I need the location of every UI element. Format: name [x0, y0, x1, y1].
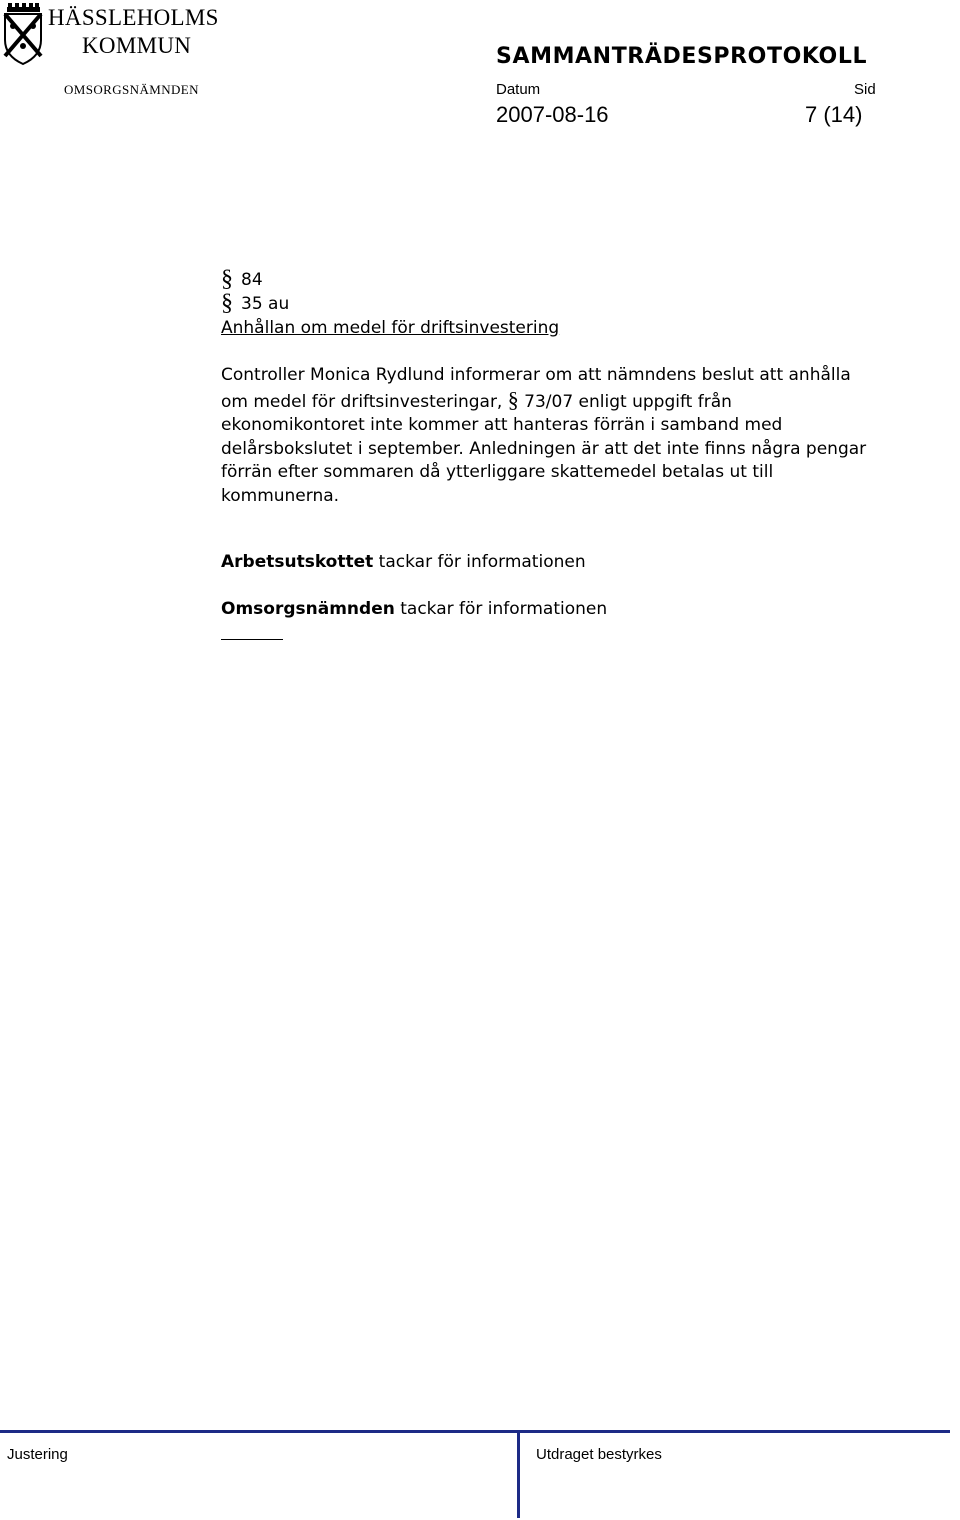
body-line: ekonomikontoret inte kommer att hanteras förrän i samband med — [221, 415, 783, 435]
body-line: Controller Monica Rydlund informerar om att nämndens beslut att anhålla — [221, 365, 851, 385]
meeting-date: 2007-08-16 — [496, 102, 609, 127]
section-number: 84 — [241, 270, 263, 290]
org-name-line1: HÄSSLEHOLMS — [48, 5, 219, 30]
footer-divider — [0, 1430, 950, 1433]
decision-au — [221, 552, 586, 572]
decision-text: tackar för informationen — [394, 599, 608, 619]
au-section-mark: § — [221, 290, 233, 316]
decision-text: tackar för informationen — [373, 552, 586, 572]
body-line: kommunerna. — [221, 485, 340, 506]
utdraget-bestyrkes-label: Utdraget bestyrkes — [536, 1446, 662, 1463]
body-line: om medel för driftsinvesteringar, § 73/07 enligt uppgift från — [221, 386, 732, 412]
date-label: Datum — [496, 81, 541, 98]
section-subject: Anhållan om medel för driftsinvestering — [221, 318, 560, 338]
au-section-number: 35 au — [241, 294, 290, 314]
org-name-line2: KOMMUN — [82, 33, 192, 58]
document-title: SAMMANTRÄDESPROTOKOLL — [496, 44, 868, 69]
justering-label: Justering — [7, 1446, 68, 1463]
decision-nämnd — [221, 599, 607, 619]
section-mark: § — [221, 266, 233, 292]
section-mark-inline: § — [507, 386, 519, 412]
page-label: Sid — [854, 81, 876, 98]
department-name: OMSORGSNÄMNDEN — [64, 82, 199, 97]
coat-of-arms-icon — [2, 2, 44, 66]
decision-body: Arbetsutskottet — [221, 552, 374, 572]
footer-column-divider — [517, 1430, 520, 1518]
body-line: förrän efter sommaren då ytterliggare skattemedel betalas ut till — [221, 462, 774, 482]
page-number: 7 (14) — [805, 102, 863, 127]
section-body — [221, 364, 960, 508]
decision-body: Omsorgsnämnden — [221, 599, 395, 619]
section-end-rule — [221, 639, 283, 640]
body-line: delårsbokslutet i september. Anledningen är att det inte finns några pengar — [221, 438, 867, 459]
